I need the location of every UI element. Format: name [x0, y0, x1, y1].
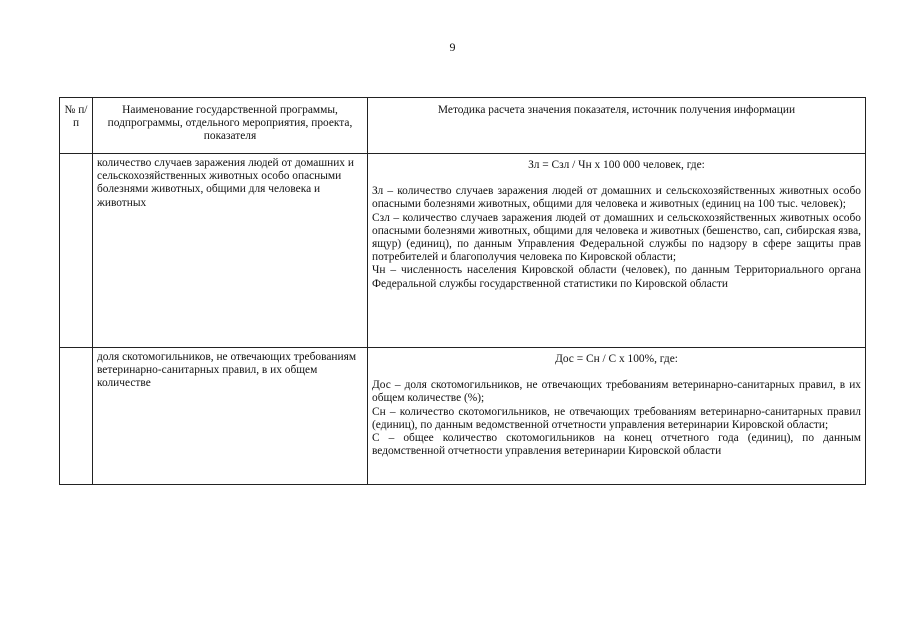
definition: Сзл – количество случаев заражения людей от домашних и сельскохозяйственных животных особо опасными болезнями животных, общими для человека и животных (бешенство, сап, сибирская язва, ящур) (единиц), по данным Управления Федеральной службы по надзору в сфере защиты прав потребителей и благополучия человека по Кировской области;: [372, 211, 861, 264]
row-num: [60, 348, 93, 485]
formula: Зл = Сзл / Чн х 100 000 человек, где:: [528, 159, 705, 171]
table-header-row: [60, 98, 866, 154]
definition: Чн – численность населения Кировской области (человек), по данным Территориального органа Федеральной службы государственной статистики по Кировской области: [372, 264, 861, 290]
header-name: Наименование государственной программы, подпрограммы, отдельного мероприятия, проекта, показателя: [93, 98, 368, 154]
indicator-method: [368, 154, 866, 348]
header-method: Методика расчета значения показателя, источник получения информации: [368, 98, 866, 154]
definition: С – общее количество скотомогильников на конец отчетного года (единиц), по данным ведомственной отчетности управления ветеринарии Кировской области: [372, 432, 861, 458]
indicator-method: [368, 348, 866, 485]
indicator-name: количество случаев заражения людей от домашних и сельскохозяйственных животных особо опасными болезнями животных, общими для человека и животных: [93, 154, 368, 348]
definition: Сн – количество скотомогильников, не отвечающих требованиям ветеринарно-санитарных правил (единиц), по данным ведомственной отчетности управления ветеринарии Кировской области;: [372, 405, 861, 431]
row-num: [60, 154, 93, 348]
formula: Дос = Сн / С х 100%, где:: [555, 353, 678, 365]
indicator-name: доля скотомогильников, не отвечающих требованиям ветеринарно-санитарных правил, в их общем количестве: [93, 348, 368, 485]
indicators-table: [59, 97, 866, 485]
header-num: № п/п: [60, 98, 93, 154]
definition: Зл – количество случаев заражения людей от домашних и сельскохозяйственных животных особо опасными болезнями животных, общими для человека и животных (единиц на 100 тыс. человек);: [372, 185, 861, 211]
table-row: [60, 154, 866, 348]
definition: Дос – доля скотомогильников, не отвечающих требованиям ветеринарно-санитарных правил, в их общем количестве (%);: [372, 379, 861, 405]
page-number: 9: [449, 40, 456, 54]
table-row: [60, 348, 866, 485]
